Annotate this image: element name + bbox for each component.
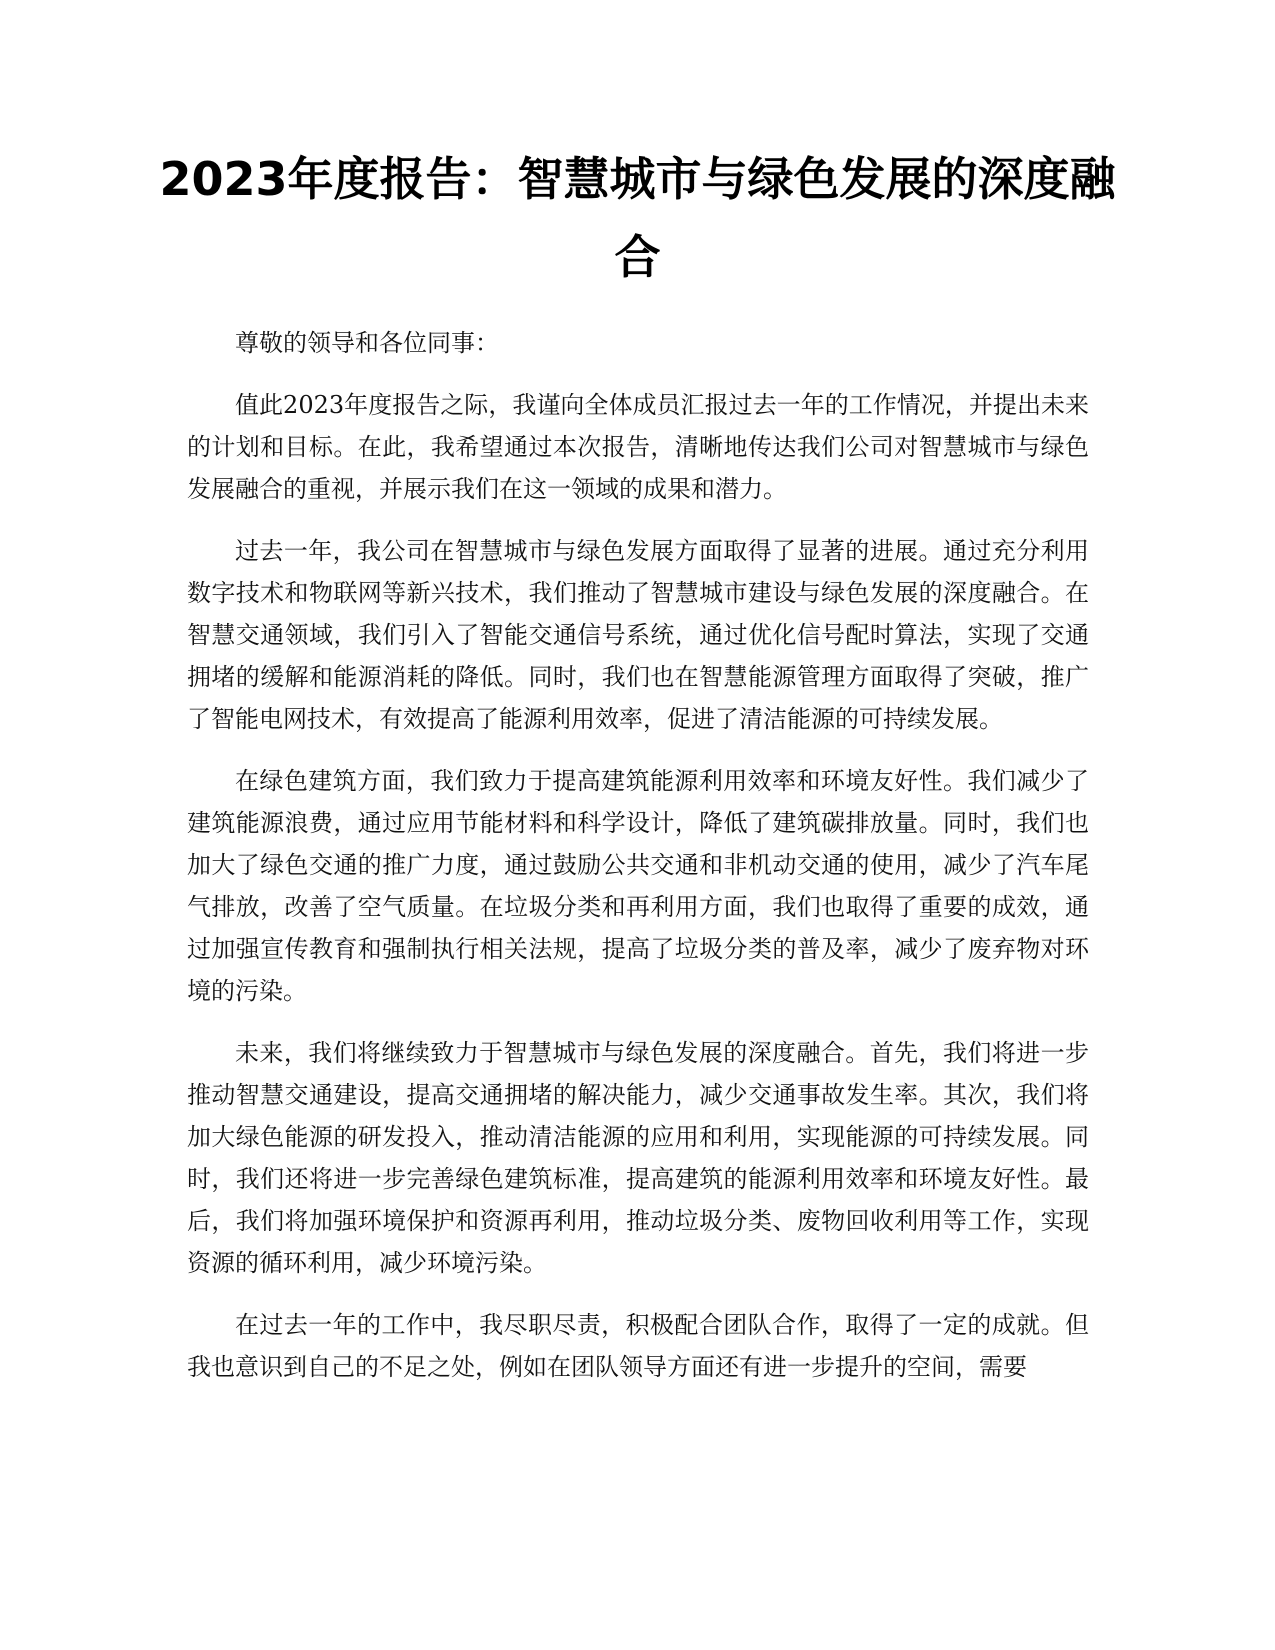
green-building-paragraph: 在绿色建筑方面，我们致力于提高建筑能源利用效率和环境友好性。我们减少了建筑能源浪费，通过应用节能材料和科学设计，降低了建筑碳排放量。同时，我们也加大了绿色交通的推广力度，通过鼓励公共交通和非机动交通的使用，减少了汽车尾气排放，改善了空气质量。在垃圾分类和再利用方面，我们也取得了重要的成效，通过加强宣传教育和强制执行相关法规，提高了垃圾分类的普及率，减少了废弃物对环境的污染。 [187, 767, 1089, 1005]
progress-paragraph: 过去一年，我公司在智慧城市与绿色发展方面取得了显著的进展。通过充分利用数字技术和物联网等新兴技术，我们推动了智慧城市建设与绿色发展的深度融合。在智慧交通领域，我们引入了智能交通信号系统，通过优化信号配时算法，实现了交通拥堵的缓解和能源消耗的降低。同时，我们也在智慧能源管理方面取得了突破，推广了智能电网技术，有效提高了能源利用效率，促进了清洁能源的可持续发展。 [187, 537, 1089, 733]
intro-paragraph: 值此2023年度报告之际，我谨向全体成员汇报过去一年的工作情况，并提出未来的计划和目标。在此，我希望通过本次报告，清晰地传达我们公司对智慧城市与绿色发展融合的重视，并展示我们在这一领域的成果和潜力。 [187, 391, 1089, 503]
document-title: 2023年度报告：智慧城市与绿色发展的深度融合 [159, 152, 1116, 284]
document-body [187, 322, 1089, 1408]
future-plan-paragraph: 未来，我们将继续致力于智慧城市与绿色发展的深度融合。首先，我们将进一步推动智慧交通建设，提高交通拥堵的解决能力，减少交通事故发生率。其次，我们将加大绿色能源的研发投入，推动清洁能源的应用和利用，实现能源的可持续发展。同时，我们还将进一步完善绿色建筑标准，提高建筑的能源利用效率和环境友好性。最后，我们将加强环境保护和资源再利用，推动垃圾分类、废物回收利用等工作，实现资源的循环利用，减少环境污染。 [187, 1039, 1089, 1277]
self-review-paragraph: 在过去一年的工作中，我尽职尽责，积极配合团队合作，取得了一定的成就。但我也意识到自己的不足之处，例如在团队领导方面还有进一步提升的空间，需要 [187, 1311, 1089, 1381]
salutation-paragraph: 尊敬的领导和各位同事： [235, 329, 499, 357]
